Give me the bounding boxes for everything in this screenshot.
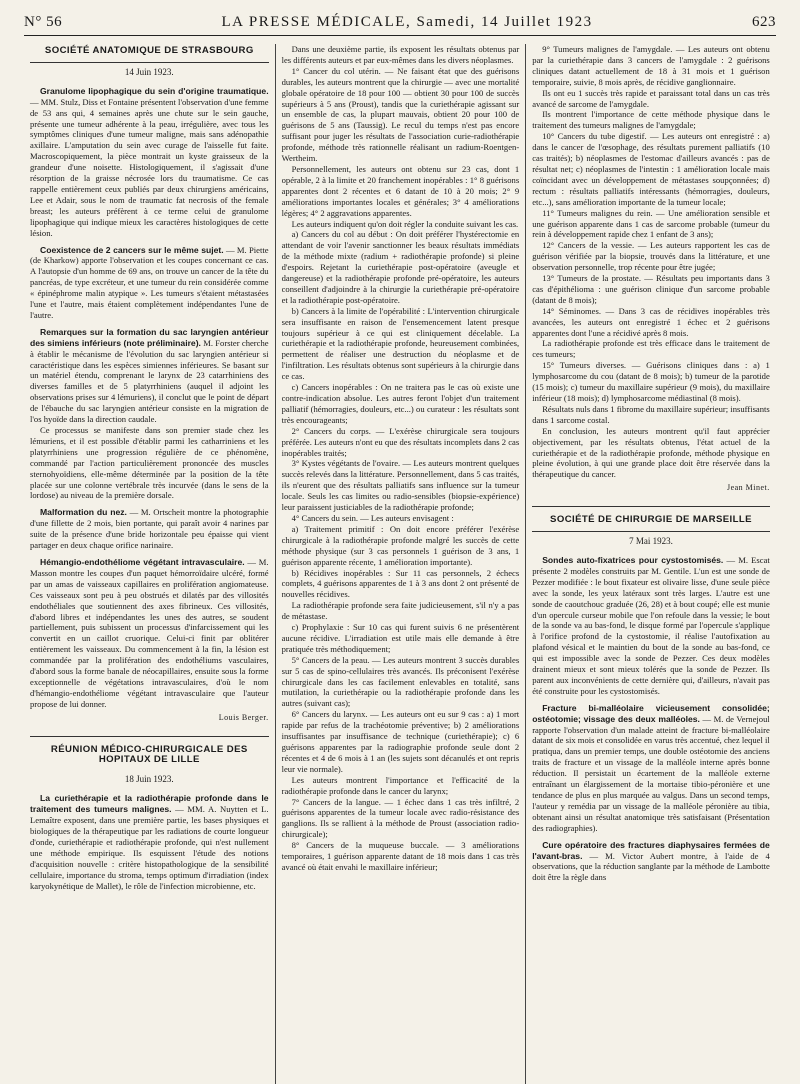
article-title: Malformation du nez. bbox=[40, 507, 127, 518]
paragraph: 6° Cancers du larynx. — Les auteurs ont eu sur 9 cas : a) 1 mort rapide par refus de la trachéotomie préventive; b) 2 améliorations insuffisantes par insuffisance de technique (curiethérapie); c) 6 guérisons apparentes par la radiographie profonde seule dont 2 récentes et 4 de 6 mois à 1 an (les sujets sont décanulés et ont repris leur vie normale). bbox=[281, 709, 520, 774]
paragraph: 5° Cancers de la peau. — Les auteurs montrent 3 succès durables sur 5 cas de spino-cellulaires très avancés. Ils préconisent l'exérèse chirurgicale dans les cas facilement enlevables en totalité, sans mutilation, la curiethérapie ou la radiothérapie profonde dans les autres (suivant cas); bbox=[281, 654, 520, 709]
paragraph: Les auteurs montrent l'importance et l'efficacité de la radiothérapie profonde dans le cancer du larynx; bbox=[281, 774, 520, 796]
article-title: Cure opératoire des fractures diaphysaires fermées de l'avant-bras. bbox=[532, 839, 770, 861]
paragraph: 12° Cancers de la vessie. — Les auteurs rapportent les cas de guérison vérifiée par la biopsie, trouvés dans la littérature, et une observation personnelle, trop récente pour être jugée; bbox=[532, 240, 770, 273]
article-body: — M. Piette (de Kharkow) apporte l'observation et les coupes concernant ce cas. A l'autopsie d'un homme de 69 ans, on trouve un cancer de la tête du pancréas, de type excréteur, et une tumeur du rein considérée comme « épinéphrome malin atypique ». Les tumeurs s'étaient métastasées l'une et l'autre, mais étaient complètement indépendantes l'une de l'autre. bbox=[30, 244, 269, 320]
column-2 bbox=[275, 44, 526, 1084]
paragraph: 2° Cancers du corps. — L'exérèse chirurgicale sera toujours préférée. Les auteurs n'ont eu que des résultats incomplets dans 2 cas inopérables traités; bbox=[281, 425, 520, 458]
paragraph: a) Traitement primitif : On doit encore préférer l'exérèse chirurgicale à la radiothérapie profonde malgré les succès de cette méthode physique (sur 3 cas personnels 1 guérison de 3 ans, 1 guérison apparente récente, 1 amélioration importante). bbox=[281, 523, 520, 567]
article-body: — MM. A. Nuytten et L. Lemaître exposent, dans une première partie, les bases physiques et biologiques de la thérapeutique par les radiations de courte longueur d'onde, curiethérapie et radiothérapie profonde, qui n'est nullement une méthode empirique. Ils esquissent l'étude des notions d'acquisition nouvelle : critère histopathologique de la sensibilité cellulaire, importance du stroma, temps optimum d'irradiation (index karyokynétique de Mallet), le rôle de l'infection microbienne, etc. bbox=[30, 804, 269, 891]
paragraph: Ils montrent l'importance de cette méthode physique dans le traitement des tumeurs malignes de l'amygdale; bbox=[532, 109, 770, 131]
section-date-strasbourg: 14 Juin 1923. bbox=[124, 66, 174, 77]
paragraph: 3° Kystes végétants de l'ovaire. — Les auteurs montrent quelques succès relevés dans la littérature. Personnellement, dans 5 cas traités, ils n'eurent que des résultats palliatifs sans influence sur la tumeur locale. Seuls les cas limites ou radio-sensibles (biopsie-expérience) leur paraissent justiciables de la radiothérapie profonde; bbox=[281, 458, 520, 513]
article-curietherapie bbox=[30, 793, 269, 891]
paragraph: 10° Cancers du tube digestif. — Les auteurs ont enregistré : a) dans le cancer de l'œsophage, des résultats purement palliatifs (10 cas traités); b) néoplasmes de l'estomac d'ailleurs avancés : pas de résultat net; c) néoplasmes de l'intestin : 1 amélioration locale mais coïncidant avec un développement de métastases soupçonnées; d) rectum : résultats palliatifs intéressants (hémorragies, douleurs, etc...), sans amélioration importante de la tumeur locale; bbox=[532, 131, 770, 207]
paragraph: b) Cancers à la limite de l'opérabilité : L'intervention chirurgicale sera insuffisante en raison de l'ensemencement latent presque toujours supérieur à ce qui est cliniquement décelable. La curiethérapie et la radiothérapie profonde, heureusement combinées, permettent de réaliser une destruction du néoplasme et de l'infiltration. Les résultats obtenus sont supérieurs à la chirurgie dans ce cas. bbox=[281, 305, 520, 382]
paragraph: 4° Cancers du sein. — Les auteurs envisagent : bbox=[291, 512, 454, 523]
paragraph: Ils ont eu 1 succès très rapide et paraissant total dans un cas très avancé de sarcome de l'amygdale. bbox=[532, 87, 770, 109]
paragraph: b) Récidives inopérables : Sur 11 cas personnels, 2 échecs complets, 4 guérisons apparentes de 1 à 3 ans dont 2 ont présenté de nouvelles récidives. bbox=[281, 567, 520, 600]
article-fracture-bimalleolaire bbox=[532, 703, 770, 834]
article-paragraph: Ce processus se manifeste dans son premier stade chez les lémuriens, et il est possible d'établir parmi les catharriniens et les platyrrhiniens une progression régulière de ce phénomène, commandé par l'action particulièrement prononcée des muscles sternohyoïdiens, elle-même déterminée par la position de la tête placée sur une colonne vertébrale très incurvée (dans le sens de la lordose) au niveau de la première dorsale. bbox=[30, 425, 269, 501]
page-number-right: 623 bbox=[752, 14, 776, 30]
paragraph: 7° Cancers de la langue. — 1 échec dans 1 cas très infiltré, 2 guérisons apparentes de la tumeur locale avec radio-résistance des ganglions. Ils se rallient à la méthode de Proust (association radio-chirurgicale); bbox=[281, 796, 520, 840]
article-sac-laryngien bbox=[30, 327, 269, 425]
paragraph: Résultats nuls dans 1 fibrome du maxillaire supérieur; insuffisants dans 1 sarcome costal. bbox=[532, 403, 770, 425]
article-title: Coexistence de 2 cancers sur le même sujet. bbox=[40, 244, 224, 255]
paragraph: La radiothérapie profonde est très efficace dans le traitement de ces tumeurs; bbox=[532, 338, 770, 360]
column-1 bbox=[24, 44, 275, 1084]
paragraph: c) Prophylaxie : Sur 10 cas qui furent suivis 6 ne présentèrent aucune récidive. L'irradiation est utile mais elle demande à être pratiquée très méthodiquement; bbox=[281, 622, 520, 654]
article-body: — M. de Vernejoul rapporte l'observation d'un malade atteint de fracture bi-malléolaire datant de six mois et consolidée en varus très accentué, chez lequel il pratiqua, dans un premier temps, une double ostéotomie des anciens traits de fracture et un vissage de la malléole interne après bonne réduction. Il persistait un écartement de la malléole externe entraînant un élargissement de la mortaise tibio-péronière et une tendance de plus en plus marquée au valgus. Dans un second temps, l'auteur y remédia par un vissage de la malléole péronière au tibia, obtenant ainsi un résultat anatomique très satisfaisant (Présentation des radiographies). bbox=[532, 713, 770, 833]
article-title: Remarques sur la formation du sac laryngien antérieur des simiens inférieurs (note préliminaire). bbox=[30, 326, 269, 348]
section-title-lille: RÉUNION MÉDICO-CHIRURGICALE DES HOPITAUX DE LILLE bbox=[30, 736, 269, 767]
paragraph: a) Cancers du col au début : On doit préférer l'hystérectomie en attendant de voir l'avenir sanctionner les beaux résultats immédiats de la méthode mixte (radium + radiothérapie profonde) si pleine d'espoirs. Rejetant la curiethérapie post-opératoire (aveugle et dangereuse) et la radiothérapie profonde pré-opératoire, les auteurs conseillent d'adjoindre à la chirurgie la curiethérapie pré-opératoire et la radiothérapie post-opératoire. bbox=[281, 229, 520, 305]
paragraph: Dans une deuxième partie, ils exposent les résultats obtenus par les différents auteurs et par eux-mêmes dans les divers néoplasmes. bbox=[281, 44, 520, 65]
masthead: LA PRESSE MÉDICALE, Samedi, 14 Juillet 1923 bbox=[221, 14, 593, 30]
article-coexistence bbox=[30, 245, 269, 321]
article-cure-fractures bbox=[532, 840, 770, 884]
article-body: — M. Masson montre les coupes d'un paquet hémorroïdaire ulcéré, formé par un amas de vaisseaux capillaires en prolifération angiomateuse. Ces vaisseaux sont peu à peu obstrués et dilatés par des villosités endothéliales que soutiennent des axes fibrineux. Ces villosités, d'abord libres et indépendantes les unes des autres, se soudent partiellement, puis subissent un processus d'infarcissement qui les convertit en un caillot cruorique. Celui-ci finit par oblitérer entièrement les vaisseaux. Du commencement à la fin, la lésion est commandée par la prolifération des endothéliums vasculaires, d'abord sous la forme banale de néocapillaires, ensuite sous la forme exceptionnelle de végétations intravasculaires, d'où le nom d'hémangio-endothéliome végétant intravasculaire que l'auteur propose de lui donner. bbox=[30, 556, 269, 709]
paragraph: 9° Tumeurs malignes de l'amygdale. — Les auteurs ont obtenu par la curiethérapie dans 3 cancers de l'amygdale : 2 guérisons cliniques datant actuellement de 18 à 31 mois et 1 guérison temporaire, suivie, 8 mois après, de récidive ganglionnaire. bbox=[532, 44, 770, 87]
page-header bbox=[24, 14, 776, 36]
section-date-marseille: 7 Mai 1923. bbox=[629, 536, 673, 547]
page-number-left: N° 56 bbox=[24, 14, 63, 30]
column-3 bbox=[525, 44, 776, 1084]
signature-berger: Louis Berger. bbox=[218, 712, 269, 722]
paragraph: c) Cancers inopérables : On ne traitera pas le cas où existe une contre-indication absolue. Les autres feront l'objet d'un traitement palliatif (hémorragies, douleurs, etc...) ou curateur : les résultats sont très encourageants; bbox=[281, 382, 520, 425]
article-body: — M. Escat présente 2 modèles construits par M. Gentile. L'un est une sonde de Pezzer modifiée : le bout fixateur est olivaire lisse, d'une seule pièce avec la sonde, les yeux latéraux sont très larges. L'autre est une sonde de caoutchouc graduée (26, 28) et à bout coupé; elle est munie d'un opercule curseur mobile que l'on refoule dans la vessie; le bout de la sonde va au bas-fond, le disque formé par l'opercule s'applique à l'orifice profond de la cystostomie, il réalise l'autofixation au plafond vésical et le maintien du bout de la sonde au bas-fond, ce qui est impossible avec la sonde de Pezzer. Ces deux modèles drainent mieux et sont mieux tolérés que la sonde de Pezzer. Ils parent aux inconvénients de cette dernière qui, d'ailleurs, n'avait pas été construite pour les cystostomisés. bbox=[532, 554, 770, 696]
section-title-marseille: SOCIÉTÉ DE CHIRURGIE DE MARSEILLE bbox=[532, 506, 770, 532]
article-hemangio bbox=[30, 557, 269, 710]
article-title: Fracture bi-malléolaire vicieusement consolidée; ostéotomie; vissage des deux malléoles. bbox=[532, 702, 770, 724]
paragraph: 8° Cancers de la muqueuse buccale. — 3 améliorations temporaires, 1 guérison apparente datant de 18 mois dans 1 cas très avancé où était envahi le maxillaire inférieur; bbox=[281, 840, 520, 872]
article-sondes bbox=[532, 555, 770, 697]
article-title: Hémangio-endothéliome végétant intravasculaire. bbox=[40, 556, 245, 567]
article-title: La curiethérapie et la radiothérapie profonde dans le traitement des tumeurs malignes. bbox=[30, 793, 269, 815]
article-title: Granulome lipophagique du sein d'origine traumatique. bbox=[40, 85, 269, 96]
paragraph: La radiothérapie profonde sera faite judicieusement, s'il n'y a pas de métastase. bbox=[281, 600, 520, 622]
columns bbox=[24, 44, 776, 1084]
article-body: — M. Ortscheit montre la photographie d'une fillette de 2 mois, bien portante, qui paraît avoir 4 narines par suite de la présence d'une bride horizontale peu épaisse qui vient partager en deux chaque orifice narinaire. bbox=[30, 507, 269, 551]
paragraph: 11° Tumeurs malignes du rein. — Une amélioration sensible et une guérison apparente dans 1 cas de sarcome probable (tumeur du rein à développement rapide chez 1 enfant de 3 ans); bbox=[532, 207, 770, 240]
article-title: Sondes auto-fixatrices pour cystostomisés. bbox=[542, 554, 724, 565]
paragraph: 1° Cancer du col utérin. — Ne faisant état que des guérisons durables, les auteurs montrent que la chirurgie — avec une mortalité globale opératoire de 18 pour 100 — obtient 30 pour 100 de succès supérieurs à 5 ans (Proust), tandis que la curiethérapie agissant sur un ensemble de cas, la plupart mauvais, obtient 20 pour 100 de guérisons de 5 ans (Taussig). Le recul du temps n'est pas encore suffisant pour juger les résultats de l'association curie-radiothérapie profonde, méthode très rationnelle réalisant un radium-Roentgen-Wertheim. bbox=[281, 65, 520, 164]
signature-minet: Jean Minet. bbox=[726, 483, 770, 493]
article-body: — M. Victor Aubert montre, à l'aide de 4 observations, que la réduction sanglante par la méthode de Lambotte doit être la règle dans bbox=[532, 850, 770, 883]
paragraph: 14° Séminomes. — Dans 3 cas de récidives inopérables très avancées, les auteurs ont enregistré 1 échec et 2 guérisons apparentes dont l'une a récidivé après 8 mois. bbox=[532, 305, 770, 338]
paragraph: Personnellement, les auteurs ont obtenu sur 23 cas, dont 1 opérable, 2 à la limite et 20 franchement inopérables : 1° 8 guérisons apparentes dont 2 récentes et 6 datant de 10 à 20 mois; 2° 9 améliorations importantes locales et générales; 3° 4 améliorations légères; 4° 2 aggravations apparentes. bbox=[281, 163, 520, 218]
paragraph: Les auteurs indiquent qu'on doit régler la conduite suivant les cas. bbox=[291, 218, 519, 229]
article-granulome bbox=[30, 86, 269, 239]
paragraph: 13° Tumeurs de la prostate. — Résultats peu importants dans 3 cas d'épithélioma : une guérison clinique d'un sarcome probable (datant de 8 mois); bbox=[532, 273, 770, 305]
paragraph: 15° Tumeurs diverses. — Guérisons cliniques dans : a) 1 lymphosarcome du cou (datant de 8 mois); b) tumeur de la parotide (15 mois); c) tumeur du maxillaire supérieur (9 mois), du maxillaire inférieur (18 mois); d) lymphosarcome médiastinal (8 mois). bbox=[532, 360, 770, 403]
paragraph: En conclusion, les auteurs montrent qu'il faut apprécier objectivement, par les résultats obtenus, l'état actuel de la curiethérapie et de la radiothérapie profonde, méthode physique en pleine évolution, à qui une grande place doit être réservée dans la thérapeutique du cancer. bbox=[532, 425, 770, 480]
article-body: — MM. Stulz, Diss et Fontaine présentent l'observation d'une femme de 53 ans qui, 4 semaines après une chute sur le sein gauche, présente une tumeur adhérente à la peau, irrégulière, avec tous les symptômes cliniques d'une tumeur maligne, mais sans adénopathie axillaire. L'amputation du sein avec curage de l'aisselle fut faite. Macroscopiquement, la pièce montrait un kyste graisseux de la grandeur d'une noisette. Histologiquement, il s'agissait d'une résorption de la graisse nécrosée lors du traumatisme. Ce cas rappelle entièrement ceux publiés par deux chirurgiens américains, Lee et Adair, sous le nom de traumatic fat necrosis of the female breast; les auteurs préfèrent à ce terme celui de granulome lipophagique qui indique mieux les caractères histologiques de cette lésion. bbox=[30, 96, 269, 238]
section-title-strasbourg: SOCIÉTÉ ANATOMIQUE DE STRASBOURG bbox=[30, 46, 269, 63]
article-malformation-nez bbox=[30, 507, 269, 551]
article-body: M. Forster cherche à établir le mécanisme de l'évolution du sac laryngien antérieur si caractéristique dans les espèces simiennes inférieures. Se basant sur un matériel étendu, comprenant le larynx de 23 catarrhiniens des diverses familles et de 5 platyrrhiniens (auquel il adjoint les observations prises sur 4 lémuriens), il conclut que le point de départ de l'ébauche du sac laryngien antérieur consiste en la migration de l'os hyoïde dans la direction caudale. bbox=[30, 337, 269, 425]
section-date-lille: 18 Juin 1923. bbox=[124, 774, 174, 785]
